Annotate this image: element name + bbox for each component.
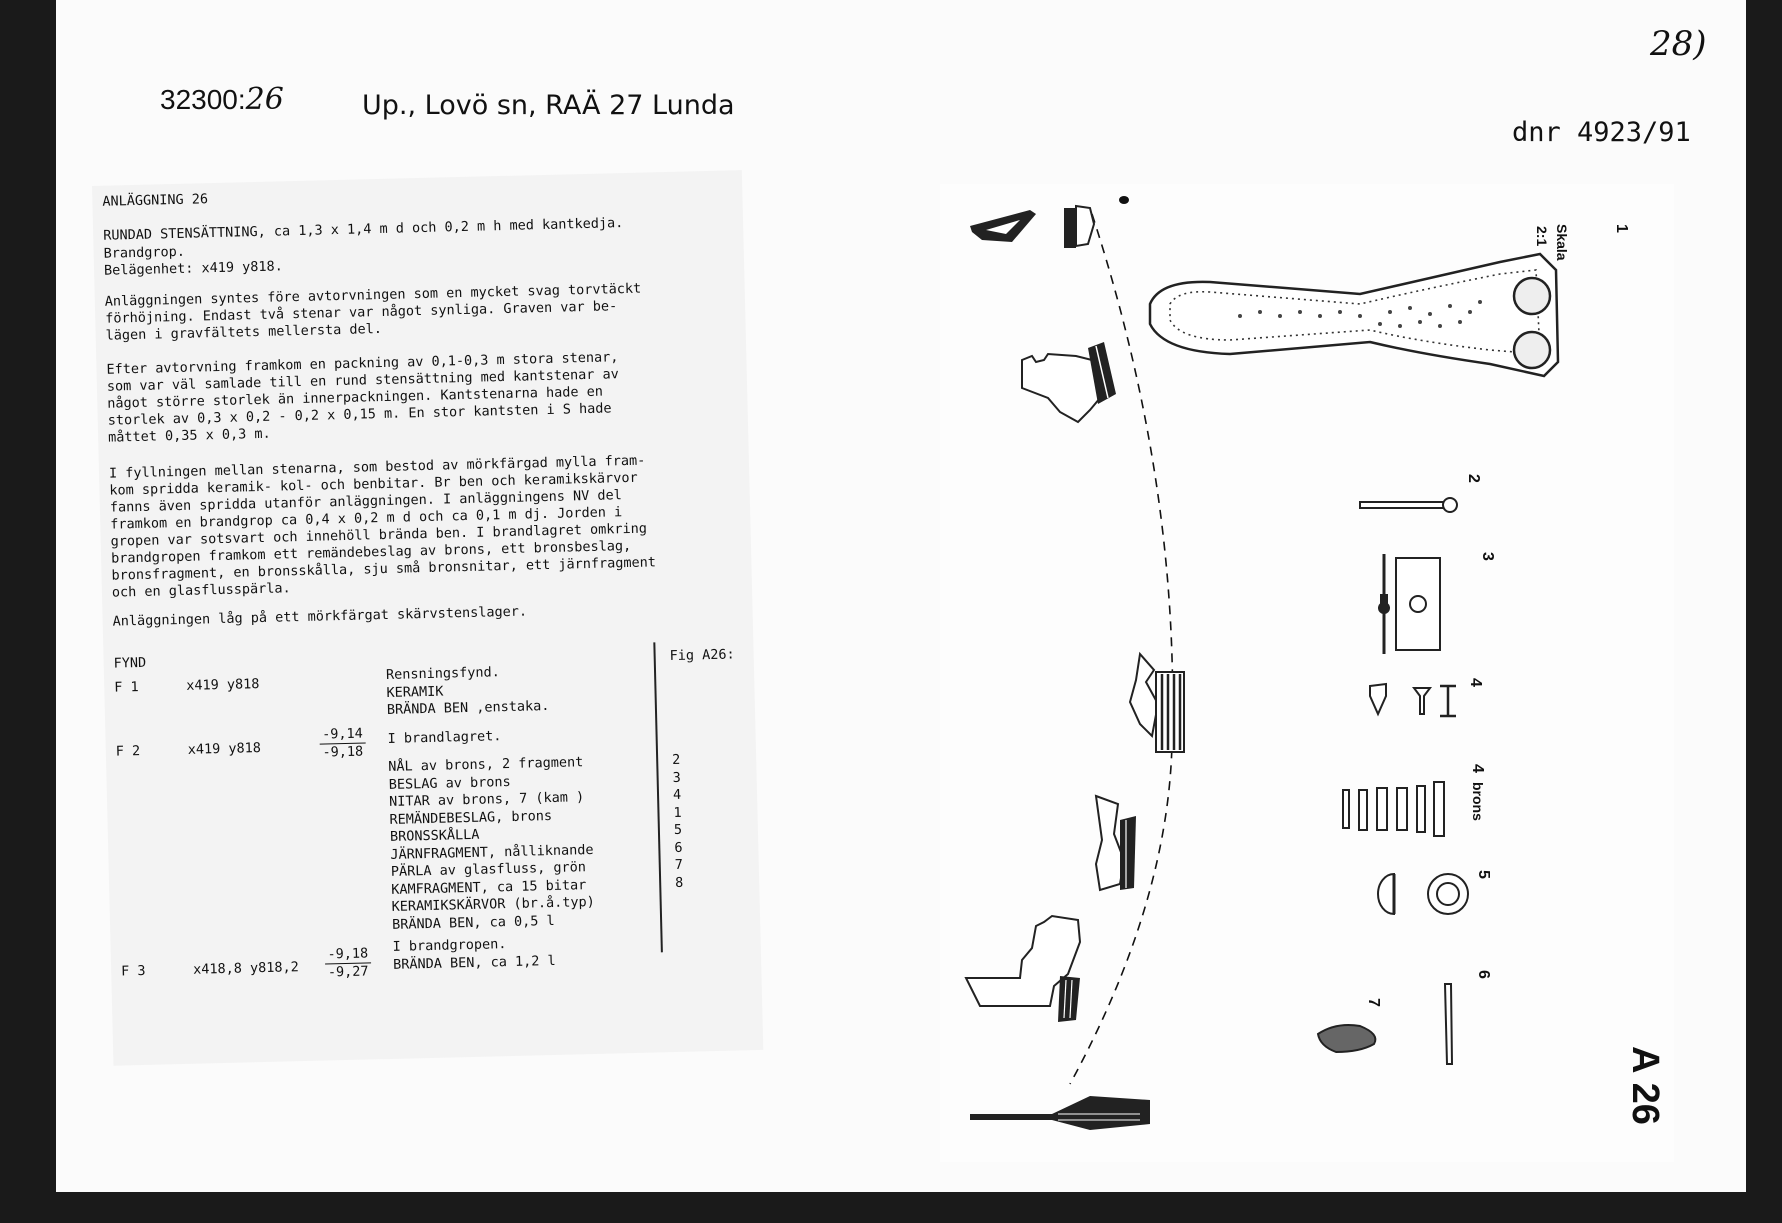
fig-ref: 1 <box>673 804 682 821</box>
fig-number-3: 3 <box>1479 552 1496 561</box>
glass-bead-drawing <box>1318 1025 1375 1052</box>
bronze-rivets-drawing <box>1343 684 1456 836</box>
record-paragraph-3: I fyllningen mellan stenarna, som bestod av mörkfärgad mylla fram- kom spridda keramik- kol- och benbitar. Br ben och keramikskärvor fanns även spridda utanför anläggningen. I anläggningens NV del framkom en brandgrop ca 0,4 x 0,2 m d och ca 0,1 m dj. Jorden i gropen var sotsvart och innehöll brända ben. I brandlagret omkring brandgropen framkom ett remändebeslag av brons, ett bronsbeslag, bronsfragment, en bronsskålla, sju små bronsnitar, ett järnfragment och en glasflusspärla. <box>108 452 657 601</box>
find-item: REMÄNDEBESLAG, brons <box>389 807 553 828</box>
bronze-pin-drawing <box>1360 498 1457 512</box>
find-1-line: BRÄNDA BEN ,enstaka. <box>386 697 550 718</box>
depth-bottom: -9,27 <box>327 963 369 981</box>
record-line-3: Belägenhet: x419 y818. <box>103 258 284 279</box>
find-2-items <box>388 754 595 934</box>
rim-sherd-drawing <box>970 196 1129 248</box>
catalog-number <box>160 82 284 117</box>
figure-plate-panel <box>940 184 1674 1162</box>
fig-label: Fig A26: <box>669 646 735 665</box>
fig-ref: 3 <box>672 769 681 786</box>
record-line-1: RUNDAD STENSÄTTNING, ca 1,3 x 1,4 m d och 0,2 m h med kantkedja. <box>103 215 624 244</box>
fig-number-6: 6 <box>1475 970 1492 979</box>
catalog-suffix-handwritten: 26 <box>245 82 284 117</box>
body-sherd-drawing <box>1022 342 1116 422</box>
fig-number-4b: 4 <box>1469 764 1486 773</box>
fig-number-4a: 4 <box>1467 678 1484 687</box>
decorated-sherd-drawing <box>1130 654 1184 752</box>
fig-ref: 7 <box>674 856 684 873</box>
brons-label: brons <box>1470 782 1486 821</box>
find-1-coords: x419 y818 <box>186 676 260 694</box>
find-item: PÄRLA av glasfluss, grön <box>390 859 587 880</box>
scale-label <box>1554 224 1570 261</box>
record-text-panel <box>92 170 763 1066</box>
sherd-drawing <box>1096 796 1136 890</box>
fig-ref: 2 <box>672 751 681 768</box>
fig-number-1: 1 <box>1613 224 1630 233</box>
find-3-context: I brandgropen. <box>392 936 507 955</box>
artifact-drawings <box>940 184 1674 1162</box>
plate-label: A 26 <box>1624 1046 1666 1125</box>
find-3-id: F 3 <box>121 962 146 980</box>
vessel-profile-dashed-line <box>1070 214 1173 1084</box>
record-paragraph-2: Efter avtorvning framkom en packning av 0,1-0,3 m stora stenar, som var väl samlade till en rund stensättning med kantstenar av något större storlek än innerpackningen. Kantstenarna hade en storlek av 0,3 x 0,2 - 0,2 x 0,15 m. En stor kantsten i S hade måttet 0,35 x 0,3 m. <box>106 349 619 446</box>
record-paragraph-4: Anläggningen låg på ett mörkfärgat skärvstenslager. <box>112 603 528 630</box>
depth-top: -9,18 <box>325 945 371 964</box>
find-3-depth <box>325 945 372 981</box>
comb-fragment-drawing <box>970 1096 1150 1130</box>
finds-heading: FYND <box>113 654 147 672</box>
find-1-id: F 1 <box>114 679 139 696</box>
catalog-prefix: 32300: <box>160 84 246 115</box>
scale-word: Skala <box>1554 224 1570 261</box>
find-3-coords: x418,8 y818,2 <box>192 959 300 978</box>
find-item: NÅL av brons, 2 fragment <box>388 754 584 775</box>
find-item: BRÄNDA BEN, ca 0,5 l <box>391 912 555 933</box>
bronze-mount-drawing <box>1378 554 1440 654</box>
base-sherd-drawing <box>966 916 1080 1022</box>
find-2-context: I brandlagret. <box>387 728 502 747</box>
find-item: BRONSSKÅLLA <box>389 826 480 845</box>
iron-fragment-drawing <box>1445 984 1452 1064</box>
fig-ref: 6 <box>674 839 683 856</box>
record-title: ANLÄGGNING 26 <box>102 191 209 210</box>
strap-end-mount-drawing <box>1150 254 1558 376</box>
find-2-id: F 2 <box>115 742 141 760</box>
fig-ref: 8 <box>674 874 684 891</box>
site-title: Up., Lovö sn, RAÄ 27 Lunda <box>362 90 735 121</box>
bronze-bowl-drawing <box>1378 874 1468 914</box>
scale-value: 2:1 <box>1534 226 1550 247</box>
find-2-depth <box>319 725 366 761</box>
find-item: KAMFRAGMENT, ca 15 bitar <box>391 876 587 898</box>
find-1-line: Rensningsfynd. <box>385 664 500 683</box>
depth-top: -9,14 <box>319 725 365 744</box>
find-item: NITAR av brons, 7 (kam ) <box>388 789 585 810</box>
dnr-number: dnr 4923/91 <box>1512 117 1691 148</box>
fig-ref: 5 <box>673 821 683 838</box>
find-1-line: KERAMIK <box>386 683 444 701</box>
handwritten-page-number: 28) <box>1650 24 1707 64</box>
record-paragraph-1: Anläggningen syntes före avtorvningen som en mycket svag torvtäckt förhöjning. Endast två stenar var något synliga. Graven var be- lägen i gravfältets mellersta del. <box>104 280 642 344</box>
record-line-2: Brandgrop. <box>103 243 186 262</box>
find-item: BESLAG av brons <box>388 773 511 793</box>
depth-bottom: -9,18 <box>322 743 364 761</box>
find-item: JÄRNFRAGMENT, nålliknande <box>390 841 594 863</box>
fig-ref: 4 <box>672 786 682 803</box>
find-3-item: BRÄNDA BEN, ca 1,2 l <box>392 952 556 973</box>
fig-number-2: 2 <box>1465 474 1482 483</box>
fig-number-5: 5 <box>1475 870 1492 879</box>
find-item: KERAMIKSKÄRVOR (br.å.typ) <box>391 893 596 915</box>
column-divider <box>653 642 662 952</box>
find-1-lines <box>386 663 550 719</box>
find-2-fig-refs <box>672 752 684 892</box>
fig-number-7: 7 <box>1365 998 1382 1007</box>
find-2-coords: x419 y818 <box>187 740 262 758</box>
